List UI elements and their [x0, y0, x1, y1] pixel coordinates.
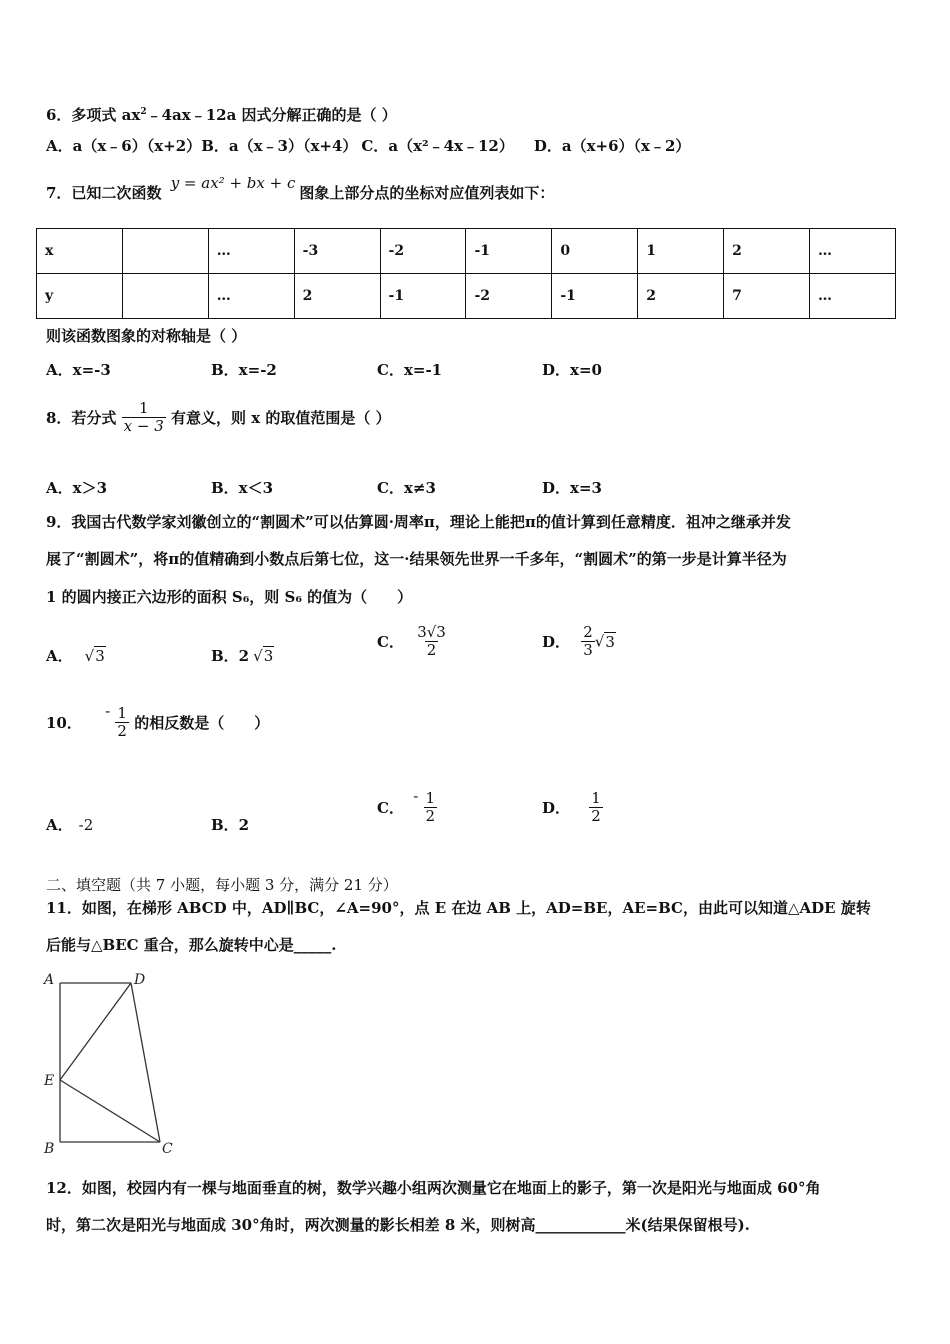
table-cell: -1 — [466, 229, 552, 274]
table-cell: -2 — [380, 229, 466, 274]
table-row — [37, 229, 896, 274]
q8-option-d[interactable]: D．x=3 — [542, 479, 602, 497]
q10-option-d[interactable]: D． $\frac{1}{2}$ — [542, 789, 601, 825]
q7-question: 则该函数图象的对称轴是（ ） — [46, 327, 247, 345]
table-cell: 1 — [638, 229, 724, 274]
table-cell: -3 — [294, 229, 380, 274]
segment-ed — [60, 983, 131, 1080]
table-cell: … — [208, 274, 294, 319]
q11-line-2: 后能与△BEC 重合，那么旋转中心是_____. — [46, 936, 337, 954]
q7-formula: y = ax² + bx + c — [170, 174, 296, 192]
q9-option-d[interactable]: D． $\frac{2}{3}$ √3 — [542, 623, 615, 659]
label-b: B — [44, 1141, 55, 1157]
table-cell: y — [37, 274, 123, 319]
q7-option-b[interactable]: B．x=-2 — [211, 361, 277, 379]
table-cell: -1 — [380, 274, 466, 319]
q6-stem: 6．多项式 $ax^2﹣4ax﹣12a$ 因式分解正确的是（ ） — [46, 106, 397, 124]
q10-option-b[interactable]: B．2 — [211, 816, 250, 834]
label-c: C — [162, 1141, 173, 1157]
table-cell: … — [810, 229, 896, 274]
q11-line-1: 11．如图，在梯形 ABCD 中，AD∥BC，∠A=90°，点 E 在边 AB 上，AD=BE，AE=BC，由此可以知道△ADE 旋转 — [46, 899, 871, 917]
q8-stem: 8．若分式 $\frac{1}{x - 3}$ 有意义，则 x 的取值范围是（ ） — [46, 399, 391, 435]
q8-option-b[interactable]: B．x＜3 — [211, 479, 274, 497]
q9-option-a[interactable]: A． √3 — [46, 647, 105, 665]
q12-line-1: 12．如图，校园内有一棵与地面垂直的树，数学兴趣小组两次测量它在地面上的影子，第一次是阳光与地面成 60°角 — [46, 1179, 821, 1197]
q6-option-b[interactable]: B．a（x﹣3）（x+4） — [201, 137, 358, 155]
table-cell: … — [810, 274, 896, 319]
q10-option-c[interactable]: C． - $\frac{1}{2}$ — [377, 786, 436, 825]
q6-option-a[interactable]: A．a（x﹣6）（x+2） — [46, 137, 202, 155]
q7-value-table — [36, 228, 896, 319]
table-cell: 0 — [552, 229, 638, 274]
q10-option-a[interactable]: A． -2 — [46, 816, 94, 834]
label-d: D — [134, 972, 146, 988]
q6-option-d[interactable]: D．a（x+6）（x﹣2） — [533, 137, 691, 155]
q7-option-a[interactable]: A．x=-3 — [46, 361, 111, 379]
table-cell: 2 — [638, 274, 724, 319]
segment-dc — [131, 983, 160, 1142]
q7-option-c[interactable]: C．x=-1 — [377, 361, 443, 379]
table-cell: … — [208, 229, 294, 274]
table-cell: 7 — [724, 274, 810, 319]
q9-option-c[interactable]: C． $\frac{3√3}{2}$ — [377, 623, 446, 659]
q10-stem: 10． - $\frac{1}{2}$ 的相反数是（ ） — [46, 701, 270, 740]
table-cell — [122, 229, 208, 274]
q8-fraction: $\frac{1}{x - 3}$ — [123, 399, 164, 435]
q12-line-2: 时，第二次是阳光与地面成 30°角时，两次测量的影长相差 8 米，则树高____________米(结果保留根号). — [46, 1216, 750, 1234]
q8-option-c[interactable]: C．x≠3 — [377, 479, 436, 497]
label-a: A — [44, 972, 55, 988]
q9-option-b[interactable]: B．2 √3 — [211, 647, 274, 665]
q7-option-d[interactable]: D．x=0 — [542, 361, 602, 379]
q6-options — [46, 136, 690, 156]
segment-ec — [60, 1080, 160, 1142]
q9-line-3: 1 的圆内接正六边形的面积 S₆，则 S₆ 的值为（ ） — [46, 588, 413, 606]
trapezoid-figure — [42, 970, 182, 1160]
table-cell: 2 — [294, 274, 380, 319]
table-cell: 2 — [724, 229, 810, 274]
q6-option-c[interactable]: C．a（x²﹣4x﹣12） — [361, 137, 514, 155]
section-2-title: 二、填空题（共 7 小题，每小题 3 分，满分 21 分） — [46, 876, 398, 894]
q8-option-a[interactable]: A．x＞3 — [46, 479, 108, 497]
table-cell: -2 — [466, 274, 552, 319]
q7-stem: 7．已知二次函数 y = ax² + bx + c图象上部分点的坐标对应值列表如下： — [46, 174, 555, 202]
table-cell: x — [37, 229, 123, 274]
table-cell: -1 — [552, 274, 638, 319]
label-e: E — [44, 1073, 55, 1089]
table-row — [37, 274, 896, 319]
table-cell — [122, 274, 208, 319]
q9-line-1: 9．我国古代数学家刘徽创立的“割圆术”可以估算圆·周率π，理论上能把π的值计算到任意精度．祖冲之继承并发 — [46, 513, 791, 531]
q9-line-2: 展了“割圆术”，将π的值精确到小数点后第七位，这一·结果领先世界一千多年，“割圆术”的第一步是计算半径为 — [46, 550, 787, 568]
